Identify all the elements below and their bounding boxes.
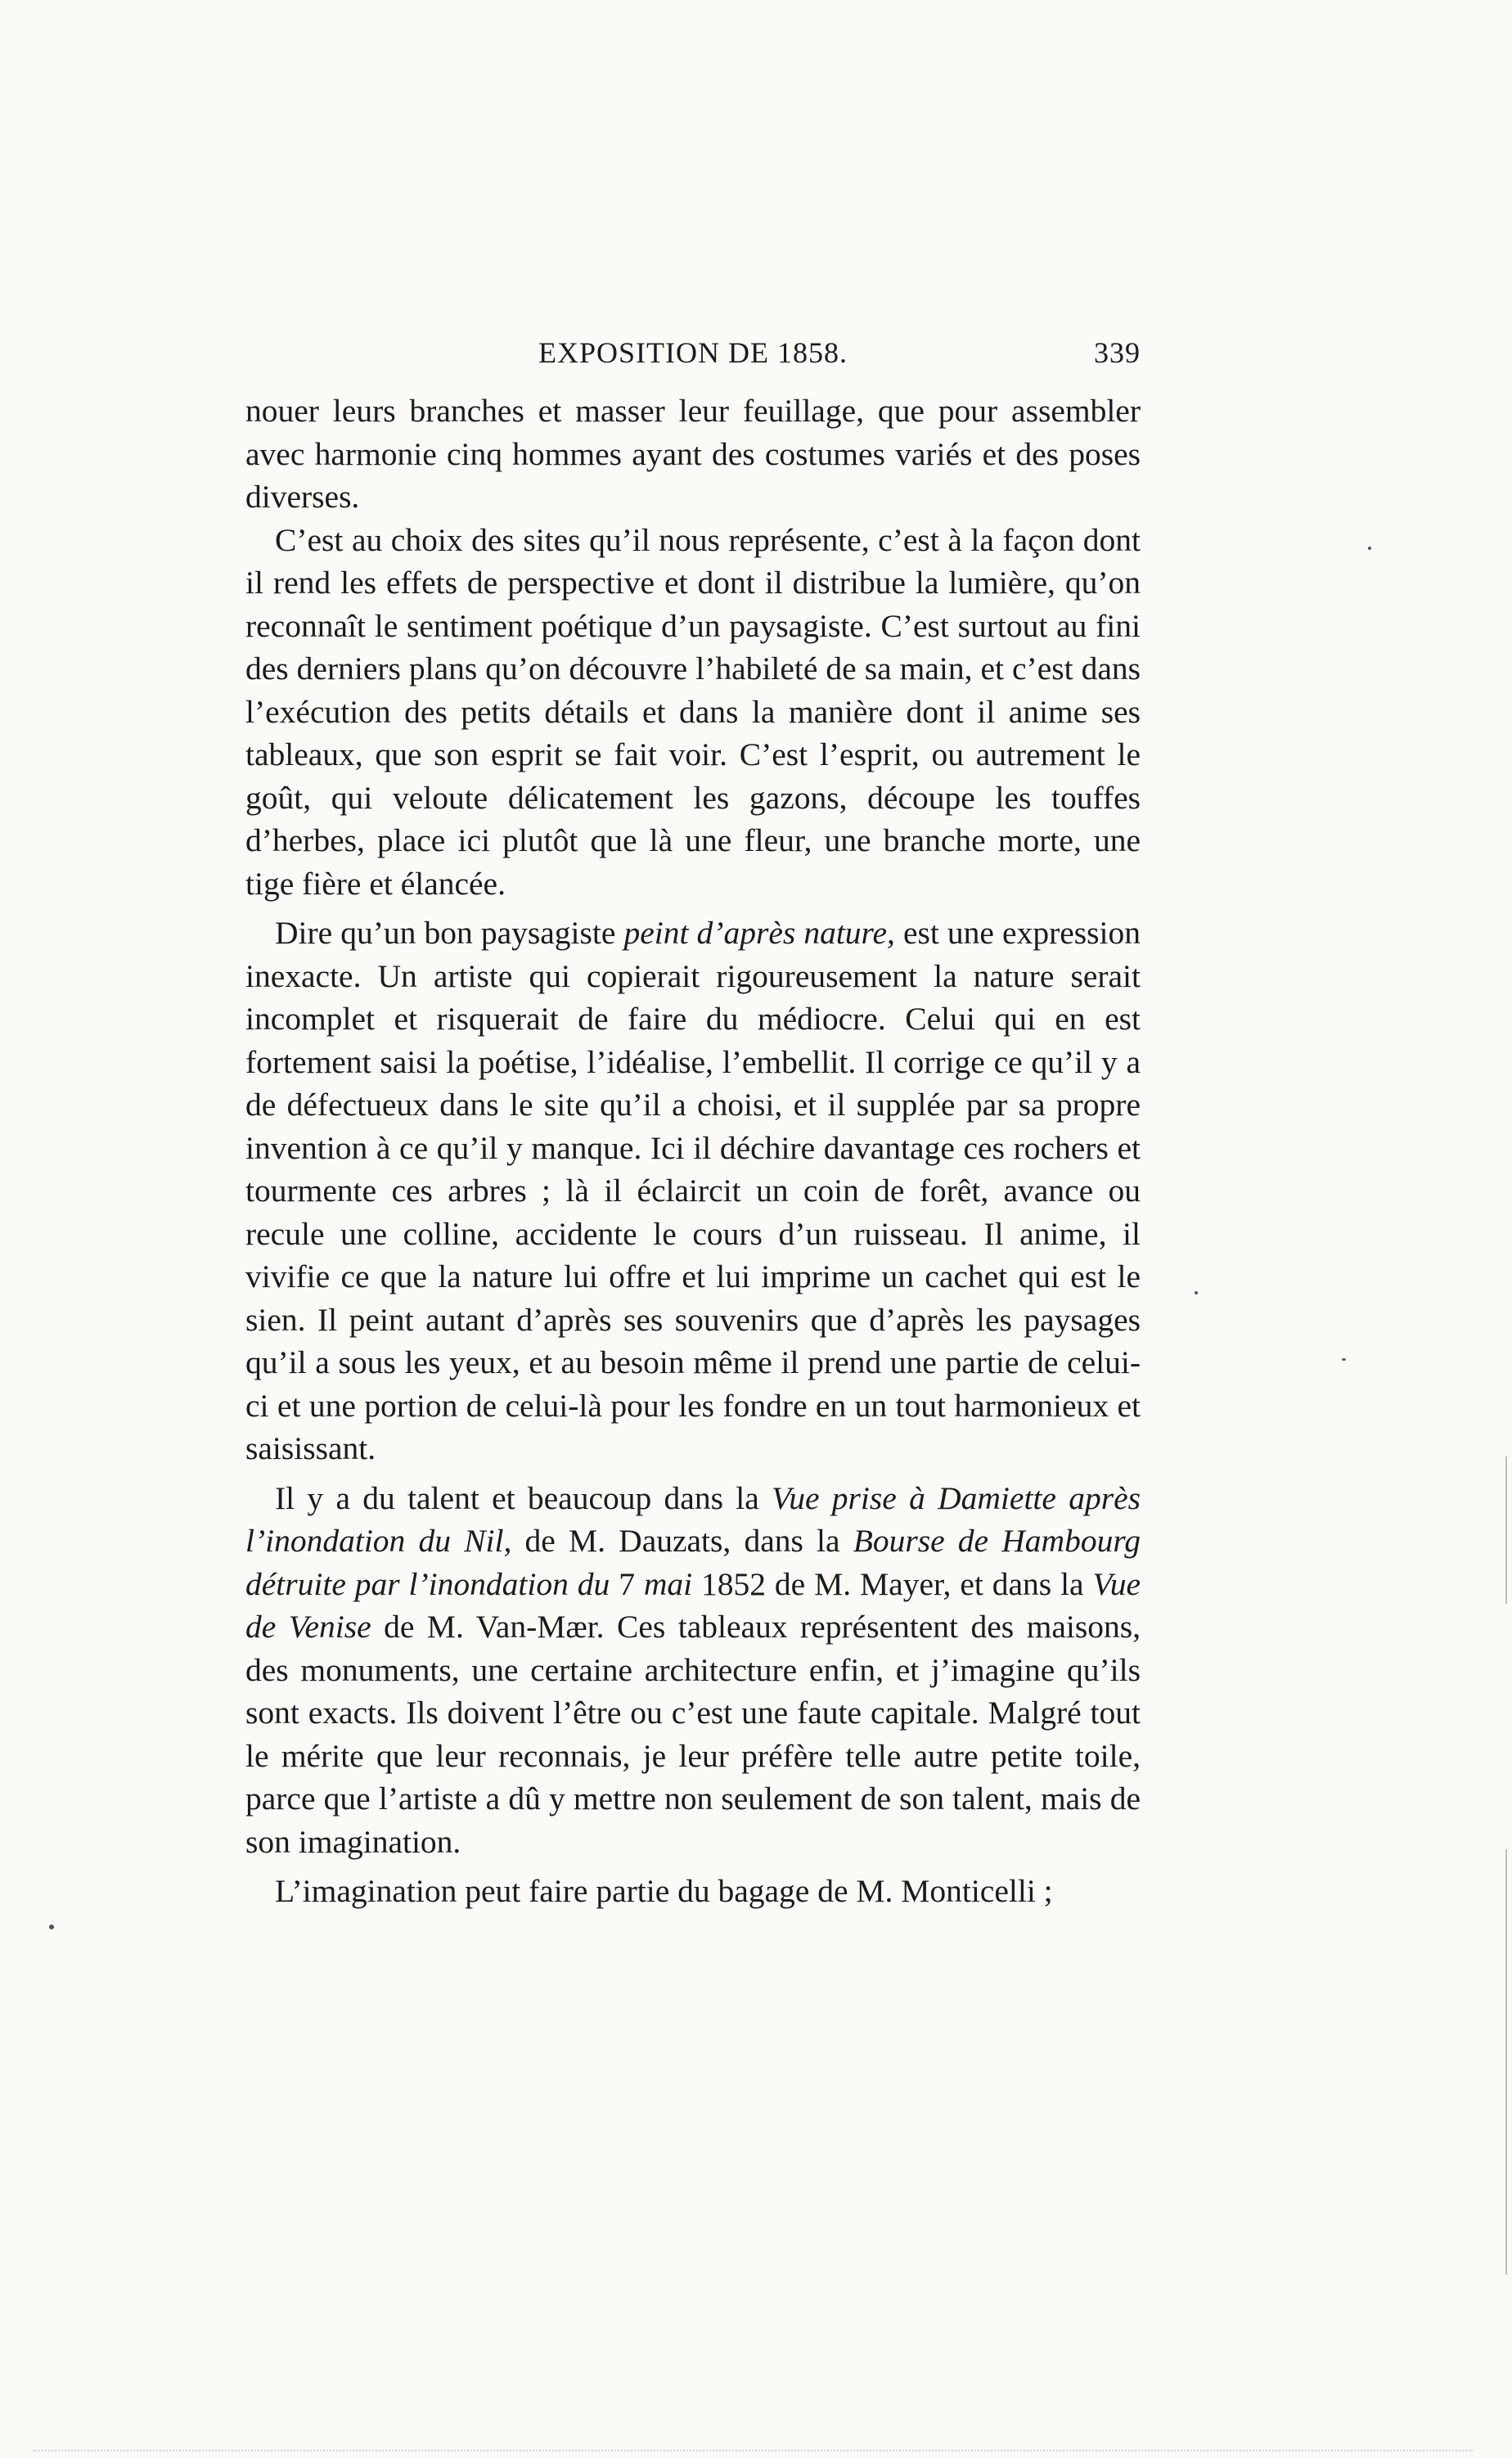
paragraph bbox=[245, 1477, 1141, 1864]
text-run: C’est au choix des sites qu’il nous représente, c’est à la façon dont il rend les effets de perspective et dont il distribue la lumière, qu’on reconnaît le sentiment poétique d’un paysagiste. C’est surtout au fini des derniers plans qu’on découvre l’habileté de sa main, et c’est dans l’exécution des petits détails et dans la manière dont il anime ses tableaux, que son esprit se fait voir. C’est l’esprit, ou autrement le goût, qui veloute délicatement les gazons, découpe les touffes d’herbes, place ici plutôt que là une fleur, une branche morte, une tige fière et élancée. bbox=[245, 521, 1141, 902]
body-text bbox=[245, 389, 1141, 1913]
italic-text: Bourse de Hambourg détruite par l’inondation du bbox=[245, 1523, 1141, 1602]
italic-text: peint d’après nature, bbox=[623, 915, 895, 951]
text-run: 7 bbox=[610, 1565, 644, 1602]
scan-speck bbox=[49, 1925, 54, 1929]
scan-speck bbox=[1368, 547, 1371, 550]
text-run: 1852 de M. Mayer, et dans la bbox=[692, 1565, 1093, 1602]
scan-speck bbox=[1195, 1291, 1198, 1294]
scan-bottom-artifact bbox=[33, 2447, 1473, 2451]
paragraph bbox=[245, 389, 1141, 519]
text-run: est une expression inexacte. Un artiste qui copierait rigoureusement la nature serait incomplet et risquerait de faire du médiocre. Celui qui en est fortement saisi la poétise, l’idéalise, l’embellit. Il corrige ce qu’il y a de défectueux dans le site qu’il a choisi, et il supplée par sa propre invention à ce qu’il y manque. Ici il déchire davantage ces rochers et tourmente ces arbres ; là il éclaircit un coin de forêt, avance ou recule une colline, accidente le cours d’un ruisseau. Il anime, il vivifie ce que la nature lui offre et lui imprime un cachet qui est le sien. Il peint autant d’après ses souvenirs que d’après les paysages qu’il a sous les yeux, et au besoin même il prend une partie de celui-ci et une portion de celui-là pour les fondre en un tout harmonieux et saisissant. bbox=[245, 915, 1141, 1466]
text-run: de M. Van-Mær. Ces tableaux représentent des maisons, des monuments, une certaine architecture enfin, et j’imagine qu’ils sont exacts. Ils doivent l’être ou c’est une faute capitale. Malgré tout le mérite que leur reconnais, je leur préfère telle autre petite toile, parce que l’artiste a dû y mettre non seulement de son talent, mais de son imagination. bbox=[245, 1609, 1141, 1860]
paragraph bbox=[245, 1870, 1141, 1913]
italic-text: Vue prise à Damiette après l’inondation du Nil, bbox=[245, 1479, 1141, 1559]
text-run: L’imagination peut faire partie du bagage de M. Monticelli ; bbox=[275, 1873, 1053, 1909]
scan-edge-artifact bbox=[1505, 1849, 1507, 2275]
text-run: Il y a du talent et beaucoup dans la bbox=[275, 1479, 772, 1516]
scan-edge-artifact bbox=[1505, 1456, 1507, 1604]
text-run: nouer leurs branches et masser leur feuillage, que pour assembler avec harmonie cinq hommes ayant des costumes variés et des poses diverses. bbox=[245, 393, 1141, 515]
text-run: Dire qu’un bon paysagiste bbox=[275, 915, 624, 951]
page-number: 339 bbox=[1094, 336, 1141, 369]
italic-text: mai bbox=[643, 1565, 693, 1602]
paragraph bbox=[245, 912, 1141, 1470]
paragraph bbox=[245, 519, 1141, 906]
scan-speck bbox=[1342, 1358, 1346, 1361]
running-head bbox=[245, 335, 1141, 385]
italic-text: Vue de Venise bbox=[245, 1565, 1141, 1645]
text-run: de M. Dauzats, dans la bbox=[511, 1523, 853, 1559]
running-title: EXPOSITION DE 1858. bbox=[538, 336, 848, 369]
